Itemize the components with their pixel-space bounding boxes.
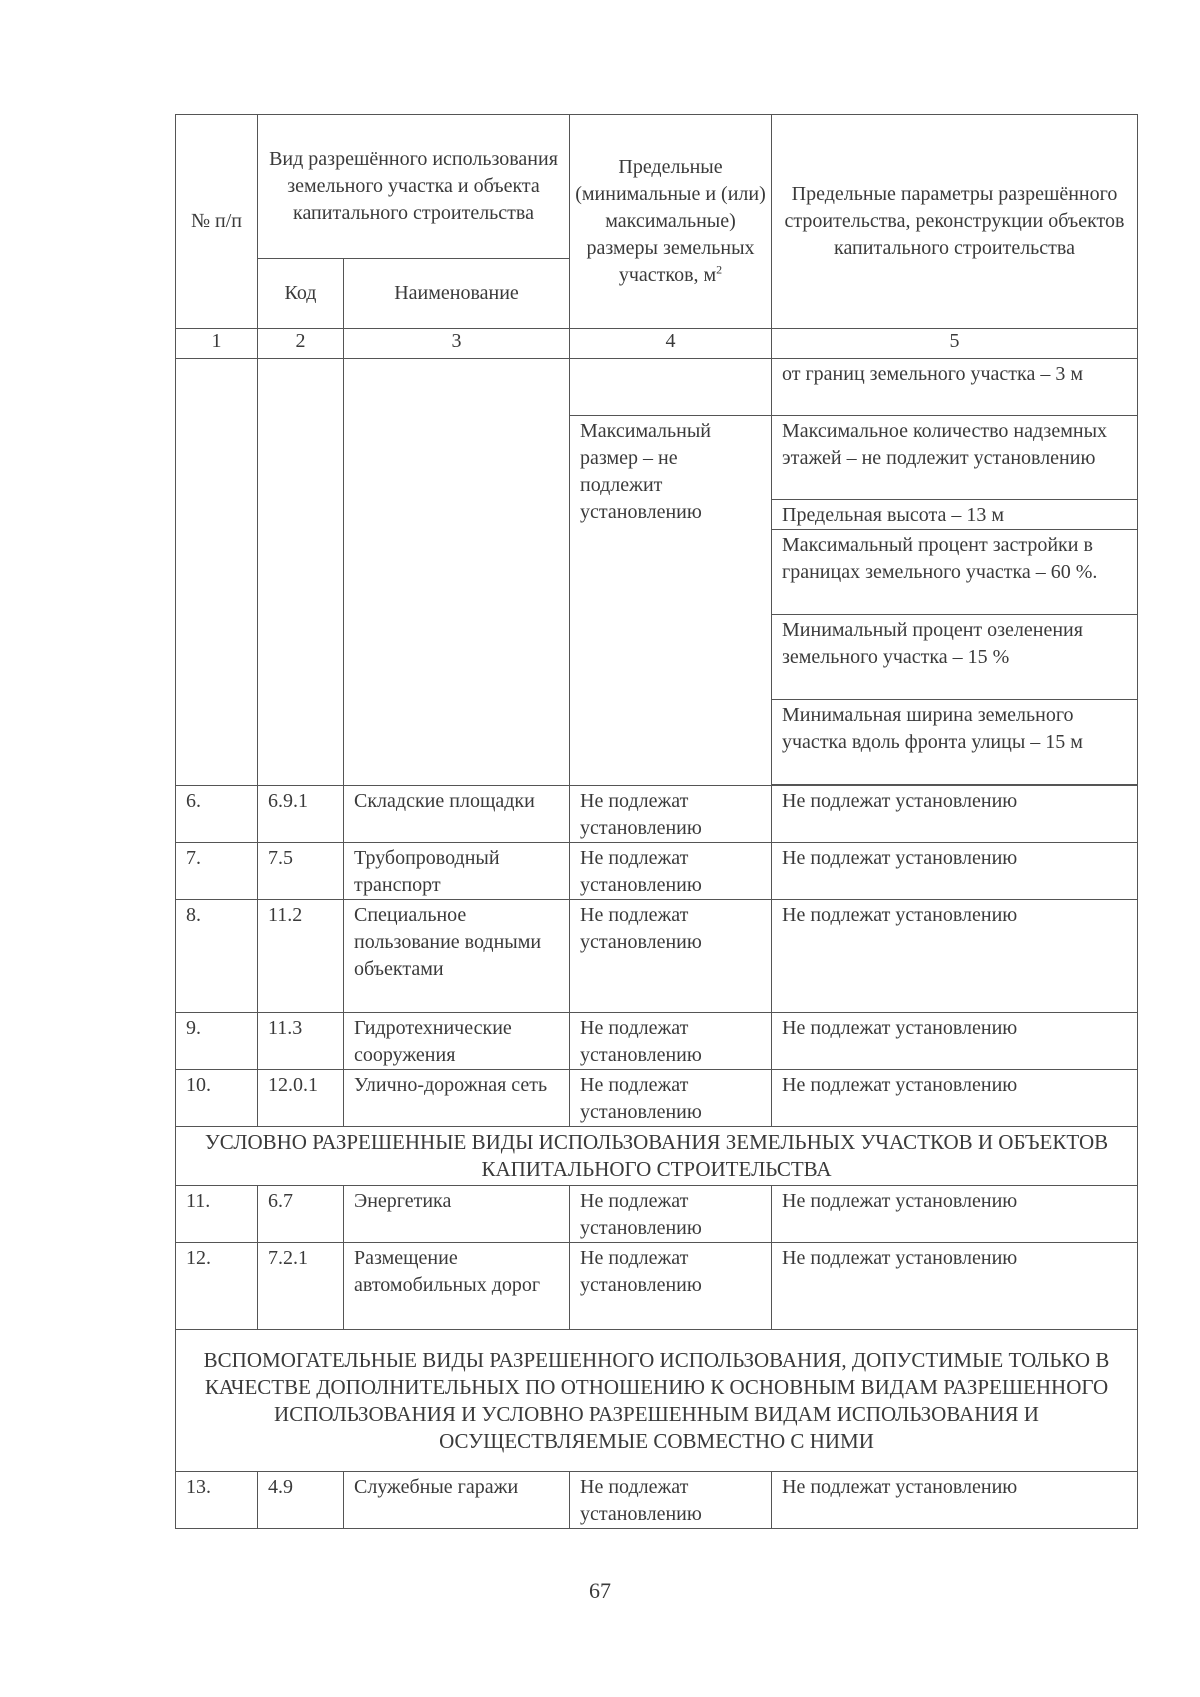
row-sizes: Не подлежат установлению (570, 786, 772, 843)
section-row (176, 1330, 1138, 1472)
colnum-2: 2 (258, 329, 344, 359)
table-row (176, 786, 1138, 843)
row-sizes: Не подлежат установлению (570, 1472, 772, 1529)
colnum-3: 3 (344, 329, 570, 359)
column-numbers-row (176, 329, 1138, 359)
row-name: Служебные гаражи (344, 1472, 570, 1529)
row-code: 4.9 (258, 1472, 344, 1529)
table-row (176, 843, 1138, 900)
row-num: 13. (176, 1472, 258, 1529)
row-params: Не подлежат установлению (772, 1186, 1138, 1243)
header-view-group: Вид разрешённого использования земельного участка и объекта капитального строительства (258, 115, 570, 259)
header-name: Наименование (344, 259, 570, 329)
row-sizes: Не подлежат установлению (570, 1243, 772, 1330)
colnum-1: 1 (176, 329, 258, 359)
row-num: 7. (176, 843, 258, 900)
table-row (176, 1070, 1138, 1127)
row-code: 6.9.1 (258, 786, 344, 843)
table-row (176, 1013, 1138, 1070)
colnum-4: 4 (570, 329, 772, 359)
row-params: Не подлежат установлению (772, 1070, 1138, 1127)
header-sizes-sup: 2 (716, 262, 723, 277)
section-row (176, 1127, 1138, 1186)
row-params: Не подлежат установлению (772, 843, 1138, 900)
row-sizes: Не подлежат установлению (570, 843, 772, 900)
row-params: Не подлежат установлению (772, 900, 1138, 1013)
table-row (176, 359, 1138, 416)
regulations-table (175, 114, 1138, 1529)
row-sizes: Не подлежат установлению (570, 900, 772, 1013)
row-code: 7.2.1 (258, 1243, 344, 1330)
header-code: Код (258, 259, 344, 329)
param-height: Предельная высота – 13 м (772, 500, 1138, 530)
row-params: Не подлежат установлению (772, 1013, 1138, 1070)
header-sizes (570, 115, 772, 329)
row-name: Складские площадки (344, 786, 570, 843)
param-setback: от границ земельного участка – 3 м (772, 359, 1138, 416)
colnum-5: 5 (772, 329, 1138, 359)
table-row (176, 1186, 1138, 1243)
row-sizes: Не подлежат установлению (570, 1070, 772, 1127)
table-row (176, 1472, 1138, 1529)
row-num: 9. (176, 1013, 258, 1070)
table-row (176, 1243, 1138, 1330)
row-code: 6.7 (258, 1186, 344, 1243)
section-auxiliary-heading: ВСПОМОГАТЕЛЬНЫЕ ВИДЫ РАЗРЕШЕННОГО ИСПОЛЬЗОВАНИЯ, ДОПУСТИМЫЕ ТОЛЬКО В КАЧЕСТВЕ ДОПОЛНИТЕЛЬНЫХ ПО ОТНОШЕНИЮ К ОСНОВНЫМ ВИДАМ РАЗРЕШЕННОГО ИСПОЛЬЗОВАНИЯ И УСЛОВНО РАЗРЕШЕННЫМ ВИДАМ ИСПОЛЬЗОВАНИЯ И ОСУЩЕСТВЛЯЕМЫЕ СОВМЕСТНО С НИМИ (176, 1330, 1138, 1472)
row-sizes: Не подлежат установлению (570, 1186, 772, 1243)
param-green: Минимальный процент озеленения земельного участка – 15 % (772, 615, 1138, 700)
row-num: 10. (176, 1070, 258, 1127)
row-name: Улично-дорожная сеть (344, 1070, 570, 1127)
row-name: Гидротехнические сооружения (344, 1013, 570, 1070)
header-params: Предельные параметры разрешённого строительства, реконструкции объектов капитального строительства (772, 115, 1138, 329)
cont-name-cell (344, 359, 570, 786)
row-code: 11.3 (258, 1013, 344, 1070)
header-num: № п/п (176, 115, 258, 329)
row-name: Специальное пользование водными объектами (344, 900, 570, 1013)
row-params: Не подлежат установлению (772, 1472, 1138, 1529)
row-params: Не подлежат установлению (772, 1243, 1138, 1330)
param-coverage: Максимальный процент застройки в границах земельного участка – 60 %. (772, 530, 1138, 615)
param-floors: Максимальное количество надземных этажей – не подлежит установлению (772, 416, 1138, 500)
param-width: Минимальная ширина земельного участка вдоль фронта улицы – 15 м (772, 700, 1138, 785)
row-num: 8. (176, 900, 258, 1013)
cont-num-cell (176, 359, 258, 786)
section-conditional-heading: УСЛОВНО РАЗРЕШЕННЫЕ ВИДЫ ИСПОЛЬЗОВАНИЯ ЗЕМЕЛЬНЫХ УЧАСТКОВ И ОБЪЕКТОВ КАПИТАЛЬНОГО СТРОИТЕЛЬСТВА (176, 1127, 1138, 1186)
header-row (176, 115, 1138, 259)
header-sizes-text: Предельные (минимальные и (или) максимальные) размеры земельных участков, м (575, 156, 766, 286)
row-num: 6. (176, 786, 258, 843)
row-params: Не подлежат установлению (772, 786, 1138, 843)
row-code: 12.0.1 (258, 1070, 344, 1127)
row-num: 12. (176, 1243, 258, 1330)
row-code: 7.5 (258, 843, 344, 900)
table-row (176, 900, 1138, 1013)
row-code: 11.2 (258, 900, 344, 1013)
row-sizes: Не подлежат установлению (570, 1013, 772, 1070)
cont-code-cell (258, 359, 344, 786)
page-number: 67 (589, 1578, 611, 1603)
row-name: Трубопроводный транспорт (344, 843, 570, 900)
max-size-cell: Максимальный размер – не подлежит установлению (570, 416, 772, 786)
cont-size-empty (570, 359, 772, 416)
row-name: Энергетика (344, 1186, 570, 1243)
row-name: Размещение автомобильных дорог (344, 1243, 570, 1330)
row-num: 11. (176, 1186, 258, 1243)
